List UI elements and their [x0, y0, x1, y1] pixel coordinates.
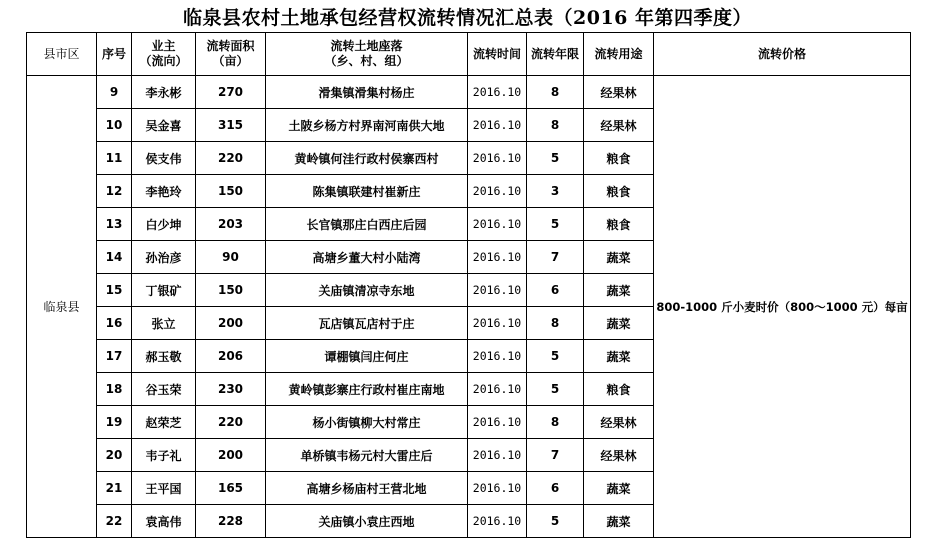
years-cell: 8 [527, 76, 584, 109]
area-cell: 165 [196, 472, 266, 505]
seq-cell: 13 [97, 208, 132, 241]
years-cell: 5 [527, 340, 584, 373]
use-cell: 经果林 [584, 109, 654, 142]
header-area-line1: 流转面积 [206, 39, 255, 53]
years-cell: 7 [527, 241, 584, 274]
use-cell: 蔬菜 [584, 472, 654, 505]
time-cell: 2016.10 [468, 439, 527, 472]
seq-cell: 21 [97, 472, 132, 505]
owner-cell: 张立 [132, 307, 196, 340]
use-cell: 蔬菜 [584, 241, 654, 274]
location-cell: 谭棚镇闫庄何庄 [266, 340, 468, 373]
time-cell: 2016.10 [468, 241, 527, 274]
area-cell: 203 [196, 208, 266, 241]
table-body [27, 76, 911, 538]
years-cell: 3 [527, 175, 584, 208]
time-cell: 2016.10 [468, 406, 527, 439]
owner-cell: 赵荣芝 [132, 406, 196, 439]
area-cell: 230 [196, 373, 266, 406]
header-years: 流转年限 [527, 33, 584, 76]
header-area [196, 33, 266, 76]
table-row [27, 76, 911, 109]
owner-cell: 郝玉敬 [132, 340, 196, 373]
use-cell: 蔬菜 [584, 340, 654, 373]
time-cell: 2016.10 [468, 142, 527, 175]
owner-cell: 吴金喜 [132, 109, 196, 142]
location-cell: 黄岭镇彭寨庄行政村崔庄南地 [266, 373, 468, 406]
header-price: 流转价格 [654, 33, 911, 76]
years-cell: 6 [527, 472, 584, 505]
area-cell: 228 [196, 505, 266, 538]
years-cell: 8 [527, 307, 584, 340]
use-cell: 蔬菜 [584, 274, 654, 307]
use-cell: 粮食 [584, 175, 654, 208]
years-cell: 5 [527, 505, 584, 538]
county-cell: 临泉县 [27, 76, 97, 538]
location-cell: 高塘乡董大村小陆湾 [266, 241, 468, 274]
use-cell: 经果林 [584, 76, 654, 109]
seq-cell: 17 [97, 340, 132, 373]
area-cell: 220 [196, 142, 266, 175]
use-cell: 粮食 [584, 142, 654, 175]
area-cell: 200 [196, 439, 266, 472]
time-cell: 2016.10 [468, 109, 527, 142]
time-cell: 2016.10 [468, 175, 527, 208]
land-transfer-table [26, 32, 911, 538]
price-cell: 800-1000 斤小麦时价（800～1000 元）每亩 [654, 76, 911, 538]
header-owner-line2: （流向） [139, 54, 188, 68]
time-cell: 2016.10 [468, 274, 527, 307]
seq-cell: 18 [97, 373, 132, 406]
location-cell: 滑集镇滑集村杨庄 [266, 76, 468, 109]
use-cell: 粮食 [584, 208, 654, 241]
location-cell: 长官镇那庄白西庄后园 [266, 208, 468, 241]
seq-cell: 11 [97, 142, 132, 175]
owner-cell: 谷玉荣 [132, 373, 196, 406]
header-owner-line1: 业主 [151, 39, 176, 53]
location-cell: 单桥镇韦杨元村大雷庄后 [266, 439, 468, 472]
use-cell: 蔬菜 [584, 307, 654, 340]
use-cell: 粮食 [584, 373, 654, 406]
location-cell: 陈集镇联建村崔新庄 [266, 175, 468, 208]
area-cell: 90 [196, 241, 266, 274]
area-cell: 150 [196, 175, 266, 208]
owner-cell: 白少坤 [132, 208, 196, 241]
location-cell: 关庙镇小袁庄西地 [266, 505, 468, 538]
header-time: 流转时间 [468, 33, 527, 76]
seq-cell: 16 [97, 307, 132, 340]
seq-cell: 15 [97, 274, 132, 307]
header-location-line2: （乡、村、组） [324, 54, 409, 68]
header-location [266, 33, 468, 76]
years-cell: 8 [527, 406, 584, 439]
years-cell: 8 [527, 109, 584, 142]
page-title: 临泉县农村土地承包经营权流转情况汇总表（2016 年第四季度） [183, 7, 752, 29]
area-cell: 315 [196, 109, 266, 142]
header-area-line2: （亩） [212, 54, 249, 68]
area-cell: 270 [196, 76, 266, 109]
seq-cell: 12 [97, 175, 132, 208]
location-cell: 高塘乡杨庙村王营北地 [266, 472, 468, 505]
owner-cell: 韦子礼 [132, 439, 196, 472]
header-owner [132, 33, 196, 76]
seq-cell: 19 [97, 406, 132, 439]
owner-cell: 丁银矿 [132, 274, 196, 307]
years-cell: 5 [527, 208, 584, 241]
header-use: 流转用途 [584, 33, 654, 76]
area-cell: 200 [196, 307, 266, 340]
seq-cell: 10 [97, 109, 132, 142]
area-cell: 220 [196, 406, 266, 439]
time-cell: 2016.10 [468, 373, 527, 406]
time-cell: 2016.10 [468, 340, 527, 373]
seq-cell: 22 [97, 505, 132, 538]
header-row [27, 33, 911, 76]
area-cell: 150 [196, 274, 266, 307]
time-cell: 2016.10 [468, 505, 527, 538]
header-seq: 序号 [97, 33, 132, 76]
owner-cell: 王平国 [132, 472, 196, 505]
location-cell: 土陂乡杨方村界南河南供大地 [266, 109, 468, 142]
use-cell: 经果林 [584, 406, 654, 439]
owner-cell: 李永彬 [132, 76, 196, 109]
seq-cell: 14 [97, 241, 132, 274]
years-cell: 6 [527, 274, 584, 307]
years-cell: 5 [527, 142, 584, 175]
seq-cell: 9 [97, 76, 132, 109]
owner-cell: 李艳玲 [132, 175, 196, 208]
owner-cell: 侯支伟 [132, 142, 196, 175]
owner-cell: 孙治彦 [132, 241, 196, 274]
time-cell: 2016.10 [468, 208, 527, 241]
years-cell: 5 [527, 373, 584, 406]
time-cell: 2016.10 [468, 76, 527, 109]
time-cell: 2016.10 [468, 472, 527, 505]
owner-cell: 袁高伟 [132, 505, 196, 538]
area-cell: 206 [196, 340, 266, 373]
header-location-line1: 流转土地座落 [330, 39, 403, 53]
location-cell: 杨小街镇柳大村常庄 [266, 406, 468, 439]
years-cell: 7 [527, 439, 584, 472]
location-cell: 黄岭镇何洼行政村侯寨西村 [266, 142, 468, 175]
header-county: 县市区 [27, 33, 97, 76]
seq-cell: 20 [97, 439, 132, 472]
location-cell: 关庙镇清凉寺东地 [266, 274, 468, 307]
use-cell: 蔬菜 [584, 505, 654, 538]
time-cell: 2016.10 [468, 307, 527, 340]
use-cell: 经果林 [584, 439, 654, 472]
location-cell: 瓦店镇瓦店村于庄 [266, 307, 468, 340]
